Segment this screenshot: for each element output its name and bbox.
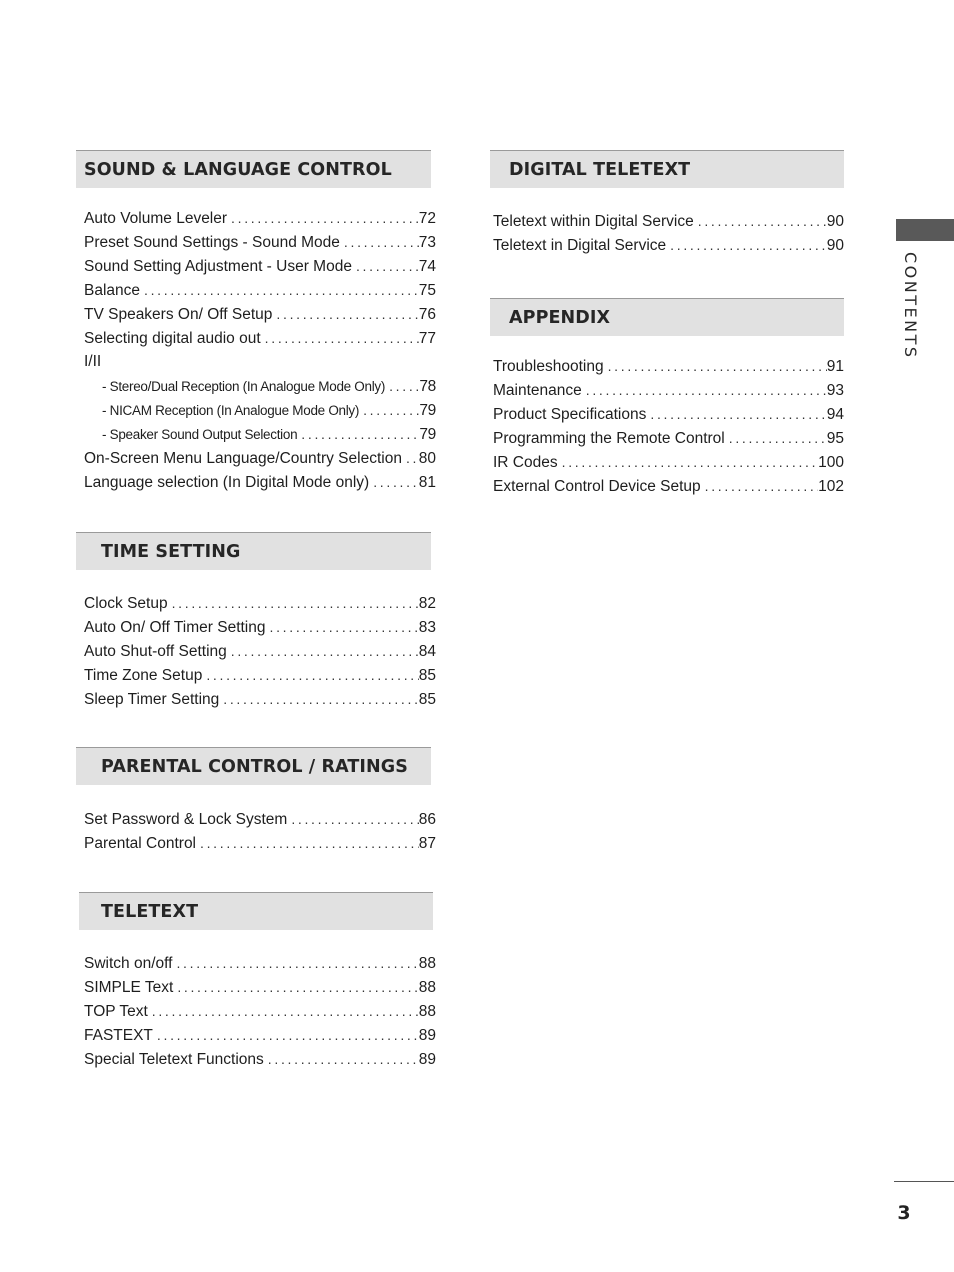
dot-leader — [219, 687, 418, 711]
dot-leader — [148, 999, 419, 1023]
toc-entry-page: 73 — [418, 234, 436, 251]
dot-leader — [369, 470, 419, 494]
section-header-time — [76, 532, 431, 570]
dot-leader — [153, 1023, 419, 1047]
toc-entry — [84, 326, 436, 350]
section-title: TELETEXT — [101, 901, 199, 922]
toc-entry — [84, 975, 436, 999]
toc-entry-label: Auto Volume Leveler — [84, 210, 228, 227]
toc-entry — [84, 831, 436, 855]
toc-entry — [84, 663, 436, 687]
toc-entry-page: 77 — [418, 330, 436, 347]
section-entries-sound — [84, 206, 436, 494]
toc-entry — [84, 206, 436, 230]
toc-entry-label: Parental Control — [84, 835, 197, 852]
toc-entry-label: Sound Setting Adjustment - User Mode — [84, 258, 352, 275]
dot-leader — [402, 446, 419, 470]
toc-entry — [84, 687, 436, 711]
dot-leader — [196, 831, 419, 855]
dot-leader — [264, 1047, 419, 1071]
toc-entry — [84, 807, 436, 831]
toc-entry-page: 91 — [826, 358, 844, 375]
toc-entry-page: 76 — [418, 306, 436, 323]
dot-leader — [287, 807, 418, 831]
toc-entry-page: 79 — [419, 402, 436, 419]
toc-entry-page: 88 — [418, 1003, 436, 1020]
dot-leader — [227, 206, 419, 230]
toc-entry — [84, 615, 436, 639]
toc-entry-label: External Control Device Setup — [493, 478, 701, 495]
toc-entry-page: 90 — [826, 213, 844, 230]
toc-entry-label: Product Specifications — [493, 406, 647, 423]
section-header-teletext — [79, 892, 433, 930]
toc-entry-page: 78 — [419, 378, 436, 395]
toc-entry-label: Teletext in Digital Service — [493, 237, 667, 254]
toc-entry-page: 89 — [418, 1027, 436, 1044]
section-title: APPENDIX — [509, 307, 611, 328]
dot-leader — [272, 302, 418, 326]
toc-entry-label: Auto On/ Off Timer Setting — [84, 619, 266, 636]
toc-entry — [493, 450, 844, 474]
dot-leader — [558, 450, 819, 474]
toc-entry-label: Sleep Timer Setting — [84, 691, 220, 708]
toc-entry-label: Troubleshooting — [493, 358, 604, 375]
toc-entry — [493, 426, 844, 450]
toc-entry-label: Balance — [84, 282, 141, 299]
toc-entry — [84, 422, 436, 446]
dot-leader — [340, 230, 419, 254]
section-header-parental — [76, 747, 431, 785]
toc-entry-label: Preset Sound Settings - Sound Mode — [84, 234, 340, 251]
toc-entry-page: 94 — [826, 406, 844, 423]
dot-leader — [266, 615, 419, 639]
toc-entry — [84, 254, 436, 278]
dot-leader — [646, 402, 826, 426]
section-entries-time — [84, 591, 436, 711]
toc-entry-page: 79 — [419, 426, 436, 443]
toc-entry-label: - Stereo/Dual Reception (In Analogue Mode Only) — [102, 379, 386, 394]
toc-entry — [493, 378, 844, 402]
section-header-sound — [76, 150, 431, 188]
toc-entry — [84, 1023, 436, 1047]
toc-entry-label: On-Screen Menu Language/Country Selection — [84, 450, 402, 467]
section-entries-teletext — [84, 951, 436, 1071]
toc-entry — [84, 374, 436, 398]
dot-leader — [172, 951, 418, 975]
dot-leader — [604, 354, 827, 378]
section-entries-parental — [84, 807, 436, 855]
section-entries-appendix — [493, 354, 844, 498]
toc-entry — [493, 209, 844, 233]
toc-entry — [84, 470, 436, 494]
section-title: TIME SETTING — [101, 541, 241, 562]
toc-entry-page: 88 — [418, 979, 436, 996]
dot-leader — [140, 278, 419, 302]
toc-entry-label: TV Speakers On/ Off Setup — [84, 306, 273, 323]
toc-entry — [84, 639, 436, 663]
toc-entry-page: 93 — [826, 382, 844, 399]
toc-entry-label: Language selection (In Digital Mode only) — [84, 474, 370, 491]
toc-entry — [84, 230, 436, 254]
toc-entry — [84, 951, 436, 975]
toc-entry-page: 85 — [418, 667, 436, 684]
toc-entry — [84, 999, 436, 1023]
section-title: PARENTAL CONTROL / RATINGS — [101, 756, 408, 777]
dot-leader — [582, 378, 827, 402]
toc-entry — [84, 302, 436, 326]
toc-entry-page: 102 — [818, 478, 844, 495]
toc-entry-page: 75 — [418, 282, 436, 299]
toc-entry-label: IR Codes — [493, 454, 558, 471]
toc-entry-label: Switch on/off — [84, 955, 173, 972]
toc-entry — [84, 591, 436, 615]
dot-leader — [297, 422, 419, 446]
toc-entry-label: Programming the Remote Control — [493, 430, 725, 447]
dot-leader — [701, 474, 818, 498]
dot-leader — [666, 233, 827, 257]
dot-leader — [725, 426, 827, 450]
dot-leader — [385, 374, 419, 398]
section-entries-digital — [493, 209, 844, 257]
contents-side-tab — [896, 219, 954, 241]
dot-leader — [202, 663, 418, 687]
page-number: 3 — [897, 1202, 911, 1224]
toc-entry-page: 88 — [418, 955, 436, 972]
toc-entry-label: Teletext within Digital Service — [493, 213, 694, 230]
toc-entry-page: 85 — [418, 691, 436, 708]
toc-entry-label: - NICAM Reception (In Analogue Mode Only) — [102, 403, 360, 418]
toc-entry-page: 74 — [418, 258, 436, 275]
toc-entry-page: 90 — [826, 237, 844, 254]
toc-entry — [84, 278, 436, 302]
toc-entry — [493, 233, 844, 257]
toc-entry-label: SIMPLE Text — [84, 979, 174, 996]
dot-leader — [352, 254, 419, 278]
toc-entry-page: 72 — [418, 210, 436, 227]
toc-entry — [84, 350, 436, 374]
toc-entry-page: 83 — [418, 619, 436, 636]
toc-entry-label: - Speaker Sound Output Selection — [102, 427, 298, 442]
toc-entry-label: Set Password & Lock System — [84, 811, 288, 828]
toc-entry — [84, 1047, 436, 1071]
footer-rule — [894, 1181, 954, 1182]
toc-entry-page: 87 — [418, 835, 436, 852]
toc-entry-page: 82 — [418, 595, 436, 612]
section-title: DIGITAL TELETEXT — [509, 159, 691, 180]
toc-entry-label: TOP Text — [84, 1003, 148, 1020]
toc-entry-page: 95 — [826, 430, 844, 447]
dot-leader — [694, 209, 827, 233]
toc-entry-page: 89 — [418, 1051, 436, 1068]
dot-leader — [173, 975, 418, 999]
toc-entry — [493, 402, 844, 426]
dot-leader — [359, 398, 419, 422]
toc-entry-label: Selecting digital audio out — [84, 330, 261, 347]
contents-side-label: CONTENTS — [901, 252, 920, 360]
section-header-digital — [490, 150, 844, 188]
toc-entry-label: Clock Setup — [84, 595, 168, 612]
toc-entry-label: Time Zone Setup — [84, 667, 203, 684]
toc-entry-page: 81 — [418, 474, 436, 491]
section-header-appendix — [490, 298, 844, 336]
toc-entry — [493, 354, 844, 378]
toc-entry-page: 86 — [418, 811, 436, 828]
toc-entry-label: I/II — [84, 353, 102, 370]
toc-entry-page: 84 — [418, 643, 436, 660]
toc-entry — [84, 446, 436, 470]
section-title: SOUND & LANGUAGE CONTROL — [84, 159, 392, 180]
toc-entry — [493, 474, 844, 498]
toc-entry-label: FASTEXT — [84, 1027, 153, 1044]
dot-leader — [261, 326, 419, 350]
dot-leader — [227, 639, 419, 663]
toc-entry-page: 100 — [818, 454, 844, 471]
toc-entry-page: 80 — [418, 450, 436, 467]
toc-entry-label: Auto Shut-off Setting — [84, 643, 227, 660]
toc-entry — [84, 398, 436, 422]
dot-leader — [168, 591, 419, 615]
toc-entry-label: Special Teletext Functions — [84, 1051, 264, 1068]
toc-entry-label: Maintenance — [493, 382, 582, 399]
